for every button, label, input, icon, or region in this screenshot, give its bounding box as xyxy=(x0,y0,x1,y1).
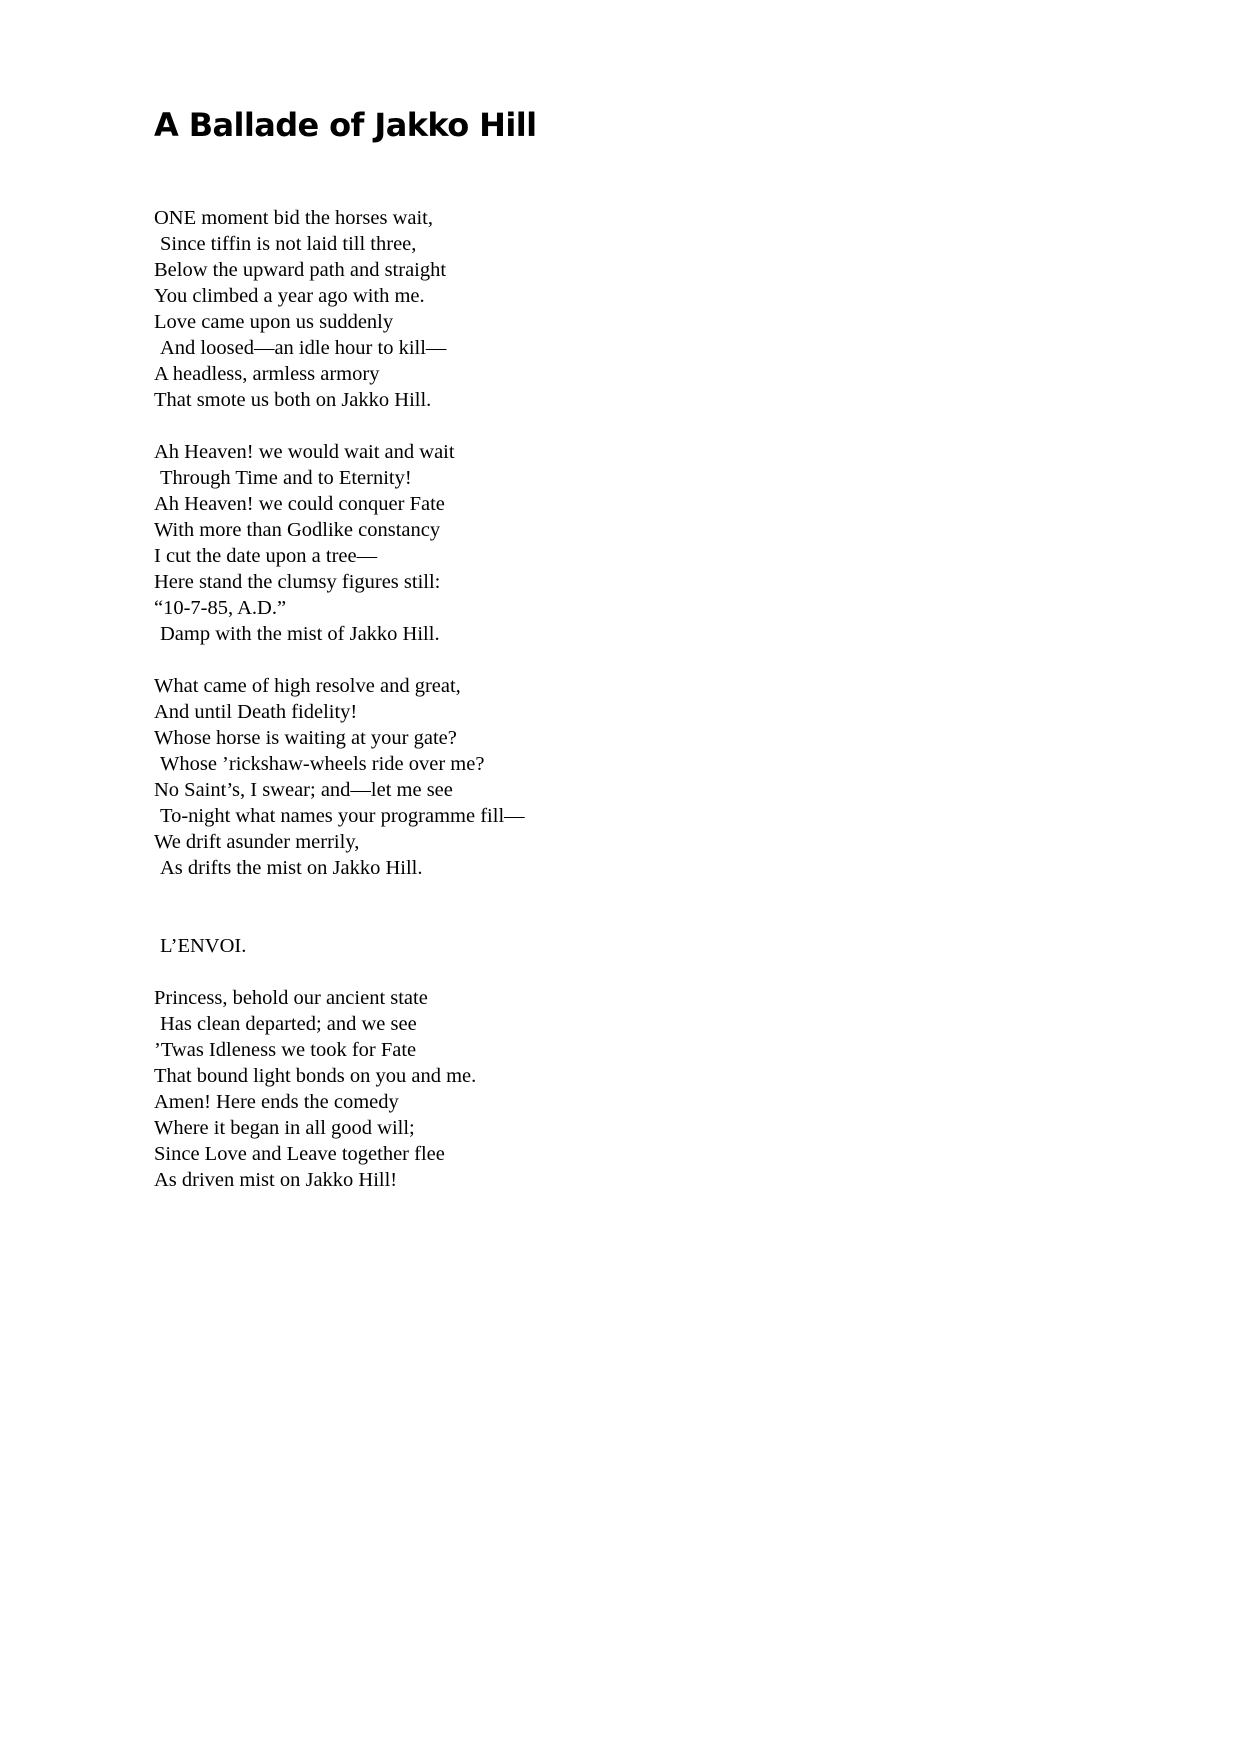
poem-line: Where it began in all good will; xyxy=(154,1117,415,1139)
poem-line: You climbed a year ago with me. xyxy=(154,285,425,307)
stanza-break xyxy=(154,647,525,673)
poem-line: I cut the date upon a tree— xyxy=(154,545,378,567)
stanza-1 xyxy=(154,205,525,413)
poem-line: As drifts the mist on Jakko Hill. xyxy=(160,857,423,879)
poem-line: With more than Godlike constancy xyxy=(154,519,441,541)
poem-line: Amen! Here ends the comedy xyxy=(154,1091,399,1113)
poem-line: ’Twas Idleness we took for Fate xyxy=(154,1039,417,1061)
poem-line: Ah Heaven! we could conquer Fate xyxy=(154,493,445,515)
poem-line: Whose ’rickshaw-wheels ride over me? xyxy=(160,753,485,775)
poem-line: That bound light bonds on you and me. xyxy=(154,1065,477,1087)
poem-line: Love came upon us suddenly xyxy=(154,311,394,333)
poem-line: Whose horse is waiting at your gate? xyxy=(154,727,457,749)
poem-line: Here stand the clumsy figures still: xyxy=(154,571,441,593)
poem-body xyxy=(154,205,525,1193)
section-break xyxy=(154,881,525,933)
stanza-3 xyxy=(154,673,525,881)
envoi-heading: L’ENVOI. xyxy=(160,935,247,957)
envoi-stanza xyxy=(154,985,525,1193)
poem-line: And loosed—an idle hour to kill— xyxy=(160,337,447,359)
poem-line: A headless, armless armory xyxy=(154,363,380,385)
poem-line: Princess, behold our ancient state xyxy=(154,987,428,1009)
poem-line: And until Death fidelity! xyxy=(154,701,358,723)
stanza-break xyxy=(154,413,525,439)
poem-line: Below the upward path and straight xyxy=(154,259,447,281)
poem-line: Through Time and to Eternity! xyxy=(160,467,412,489)
poem-line: Since tiffin is not laid till three, xyxy=(160,233,417,255)
stanza-2 xyxy=(154,439,525,647)
poem-line: What came of high resolve and great, xyxy=(154,675,461,697)
poem-line: No Saint’s, I swear; and—let me see xyxy=(154,779,453,801)
poem-line: That smote us both on Jakko Hill. xyxy=(154,389,432,411)
poem-title: A Ballade of Jakko Hill xyxy=(154,106,537,144)
poem-line: “10-7-85, A.D.” xyxy=(154,597,287,619)
stanza-break xyxy=(154,959,525,985)
poem-line: Damp with the mist of Jakko Hill. xyxy=(160,623,440,645)
poem-line: As driven mist on Jakko Hill! xyxy=(154,1169,398,1191)
poem-line: Ah Heaven! we would wait and wait xyxy=(154,441,455,463)
poem-line: Has clean departed; and we see xyxy=(160,1013,417,1035)
poem-line: ONE moment bid the horses wait, xyxy=(154,207,433,229)
poem-line: To-night what names your programme fill— xyxy=(160,805,525,827)
poem-line: Since Love and Leave together flee xyxy=(154,1143,445,1165)
poem-line: We drift asunder merrily, xyxy=(154,831,360,853)
